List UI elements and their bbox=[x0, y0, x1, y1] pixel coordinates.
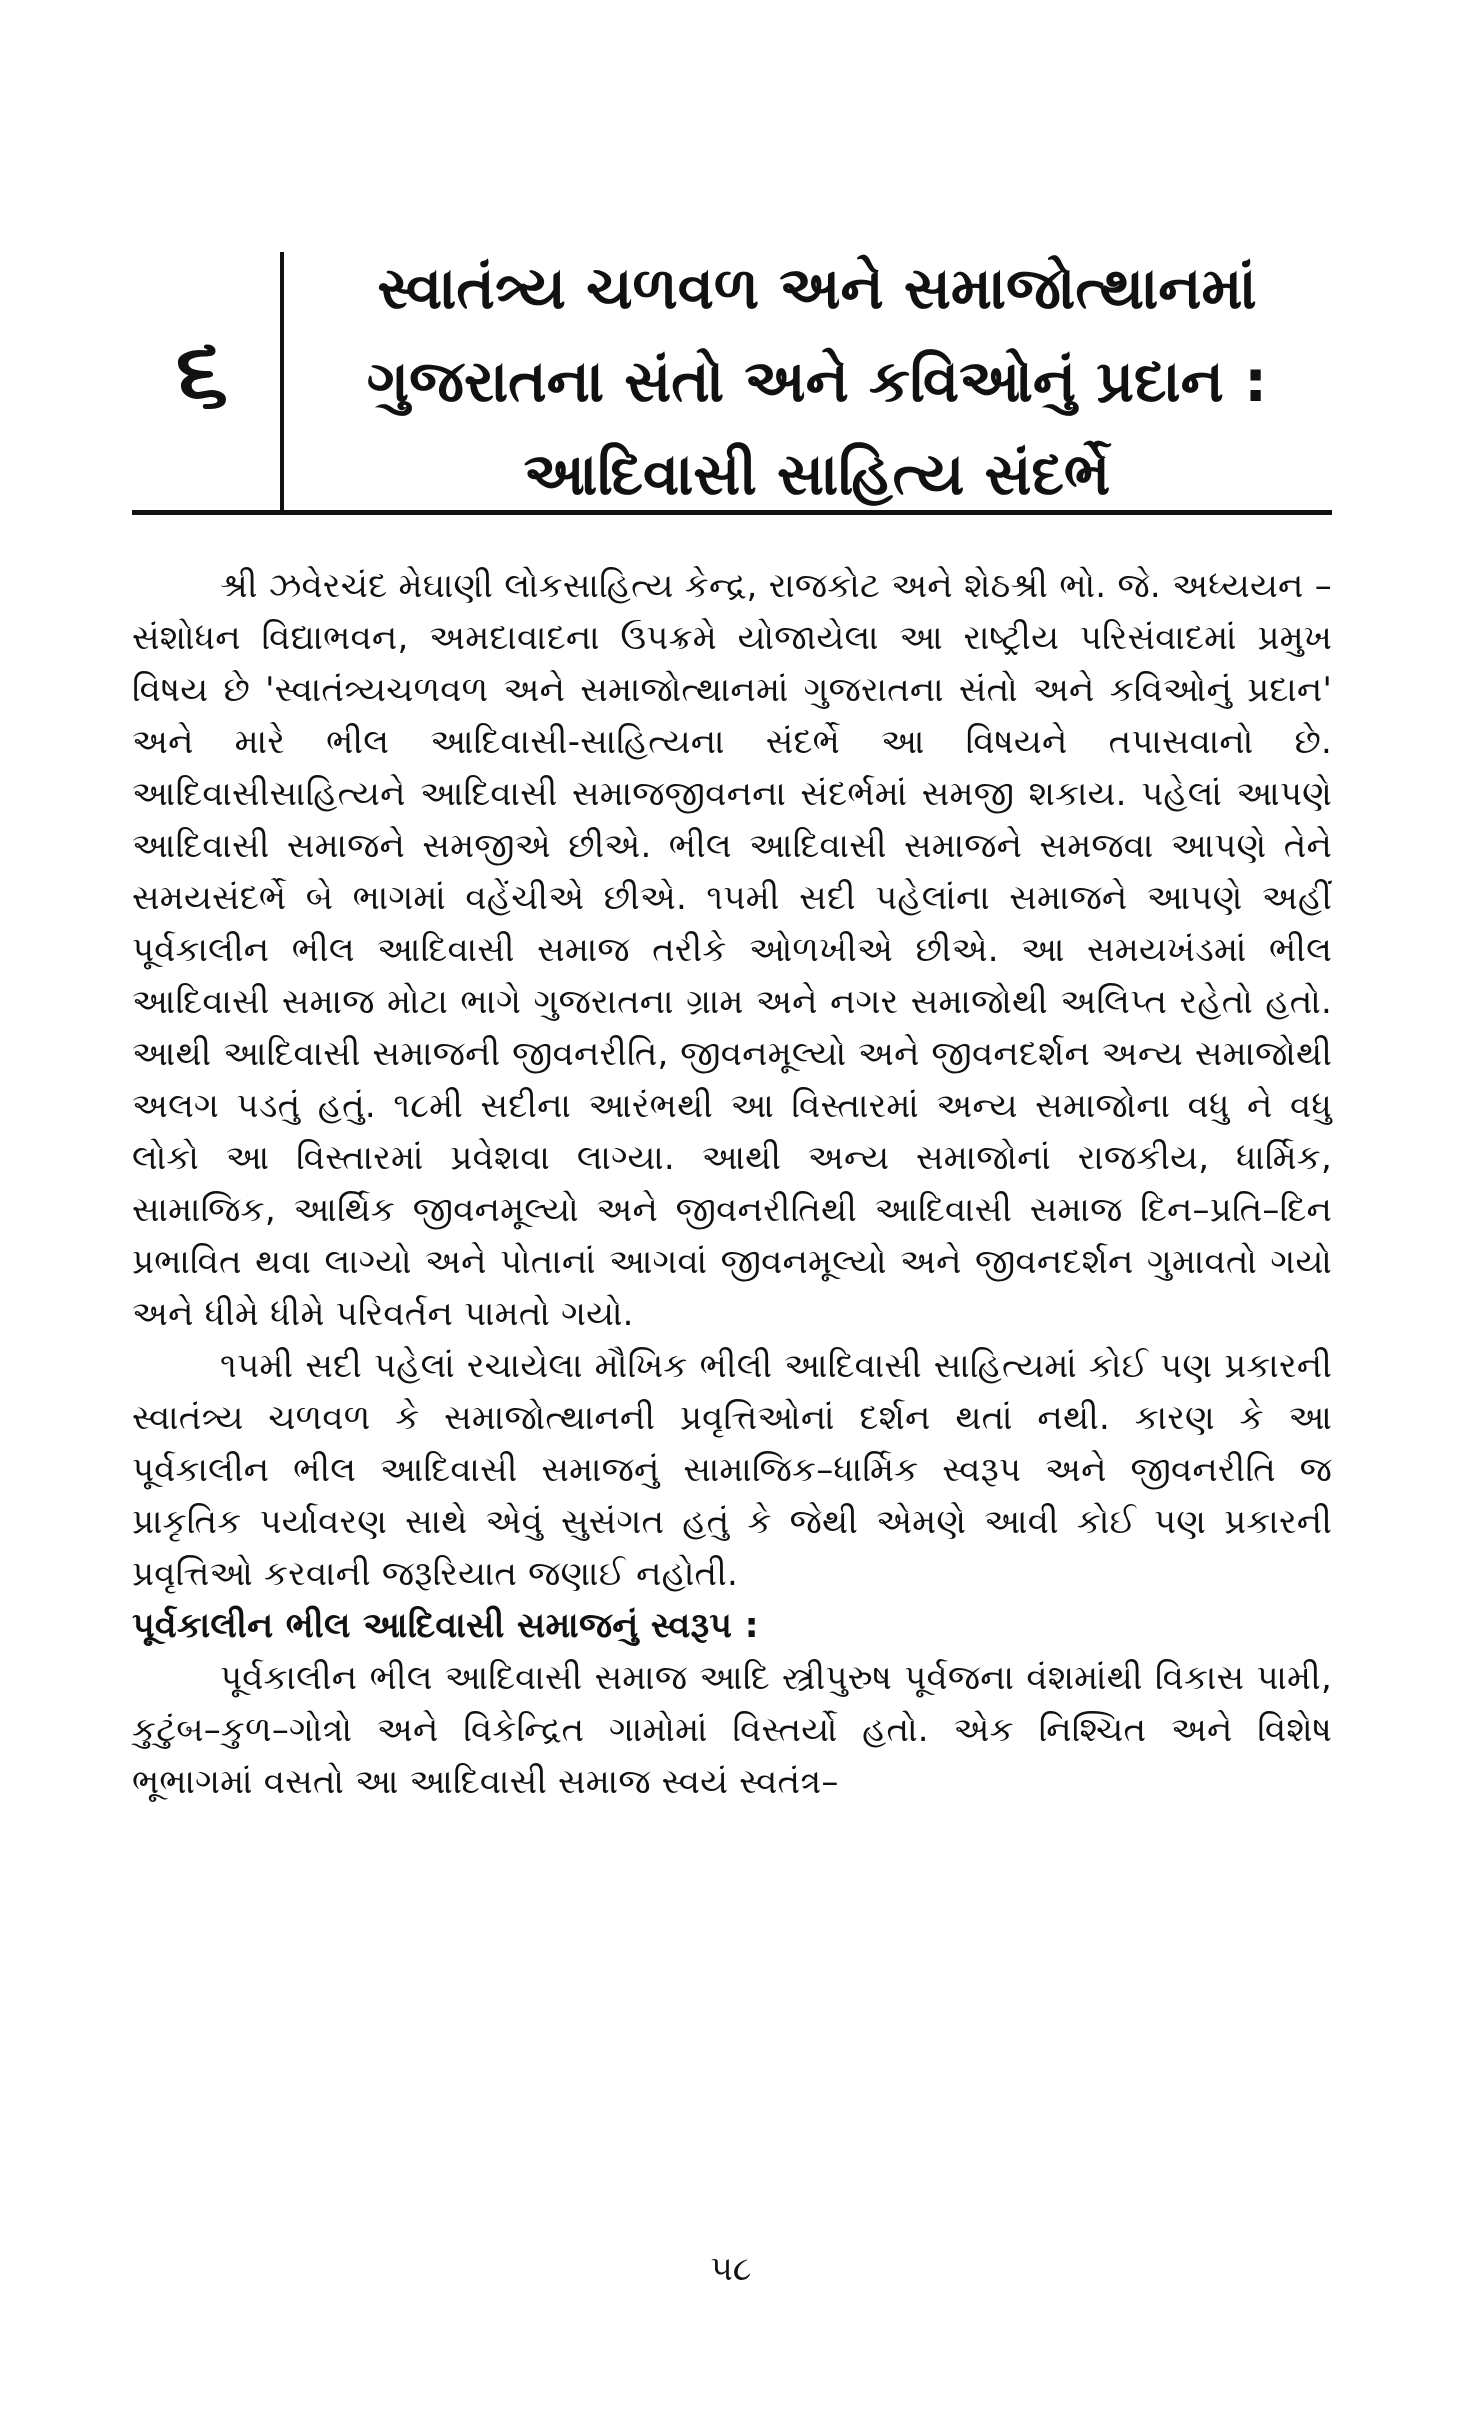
section-heading: પૂર્વકાલીન ભીલ આદિવાસી સમાજનું સ્વરૂપ : bbox=[132, 1606, 759, 1646]
chapter-title bbox=[302, 246, 1332, 516]
title-horizontal-rule bbox=[132, 510, 1332, 515]
body-text bbox=[132, 560, 1332, 2280]
page-number: ૫૮ bbox=[710, 2249, 752, 2289]
paragraph-2: ૧૫મી સદી પહેલાં રચાયેલા મૌખિક ભીલી આદિવાસી સાહિત્યમાં કોઈ પણ પ્રકારની સ્વાતંત્ર્ય ચળવળ કે સમાજોત્થાનની પ્રવૃત્તિઓનાં દર્શન થતાં નથી. કારણ કે આ પૂર્વકાલીન ભીલ આદિવાસી સમાજનું સામાજિક–ધાર્મિક સ્વરૂપ અને જીવનરીતિ જ પ્રાકૃતિક પર્યાવરણ સાથે એવું સુસંગત હતું કે જેથી એમણે આવી કોઈ પણ પ્રકારની પ્રવૃત્તિઓ કરવાની જરૂરિયાત જણાઈ નહોતી. bbox=[132, 1346, 1332, 1594]
chapter-number: ૬ bbox=[175, 318, 229, 427]
chapter-title-line-3: આદિવાસી સાહિત્ય સંદર્ભે bbox=[523, 440, 1111, 508]
paragraph-1: શ્રી ઝવેરચંદ મેઘાણી લોકસાહિત્ય કેન્દ્ર, રાજકોટ અને શેઠશ્રી ભો. જે. અધ્યયન – સંશોધન વિદ્યાભવન, અમદાવાદના ઉપક્રમે યોજાયેલા આ રાષ્ટ્રીય પરિસંવાદમાં પ્રમુખ વિષય છે 'સ્વાતંત્ર્યચળવળ અને સમાજોત્થાનમાં ગુજરાતના સંતો અને કવિઓનું પ્રદાન' અને મારે ભીલ આદિવાસી-સાહિત્યના સંદર્ભે આ વિષયને તપાસવાનો છે. આદિવાસીસાહિત્યને આદિવાસી સમાજજીવનના સંદર્ભમાં સમજી શકાય. પહેલાં આપણે આદિવાસી સમાજને સમજીએ છીએ. ભીલ આદિવાસી સમાજને સમજવા આપણે તેને સમયસંદર્ભે બે ભાગમાં વહેંચીએ છીએ. ૧૫મી સદી પહેલાંના સમાજને આપણે અહીં પૂર્વકાલીન ભીલ આદિવાસી સમાજ તરીકે ઓળખીએ છીએ. આ સમયખંડમાં ભીલ આદિવાસી સમાજ મોટા ભાગે ગુજરાતના ગ્રામ અને નગર સમાજોથી અલિપ્ત રહેતો હતો. આથી આદિવાસી સમાજની જીવનરીતિ, જીવનમૂલ્યો અને જીવનદર્શન અન્ય સમાજોથી અલગ પડતું હતું. ૧૮મી સદીના આરંભથી આ વિસ્તારમાં અન્ય સમાજોના વધુ ને વધુ લોકો આ વિસ્તારમાં પ્રવેશવા લાગ્યા. આથી અન્ય સમાજોનાં રાજકીય, ધાર્મિક, સામાજિક, આર્થિક જીવનમૂલ્યો અને જીવનરીતિથી આદિવાસી સમાજ દિન–પ્રતિ–દિન પ્રભાવિત થવા લાગ્યો અને પોતાનાં આગવાં જીવનમૂલ્યો અને જીવનદર્શન ગુમાવતો ગયો અને ધીમે ધીમે પરિવર્તન પામતો ગયો. bbox=[132, 566, 1332, 1334]
chapter-header bbox=[132, 238, 1332, 516]
chapter-title-line-2: ગુજરાતના સંતો અને કવિઓનું પ્રદાન : bbox=[366, 347, 1268, 415]
paragraph-3: પૂર્વકાલીન ભીલ આદિવાસી સમાજ આદિ સ્ત્રીપુરુષ પૂર્વજના વંશમાંથી વિકાસ પામી, કુટુંબ–કુળ–ગોત્રો અને વિકેન્દ્રિત ગામોમાં વિસ્તર્યો હતો. એક નિશ્ચિત અને વિશેષ ભૂભાગમાં વસતો આ આદિવાસી સમાજ સ્વયં સ્વતંત્ર– bbox=[132, 1658, 1332, 1802]
header-vertical-divider bbox=[280, 252, 284, 514]
chapter-title-line-1: સ્વાતંત્ર્ય ચળવળ અને સમાજોત્થાનમાં bbox=[377, 254, 1257, 322]
